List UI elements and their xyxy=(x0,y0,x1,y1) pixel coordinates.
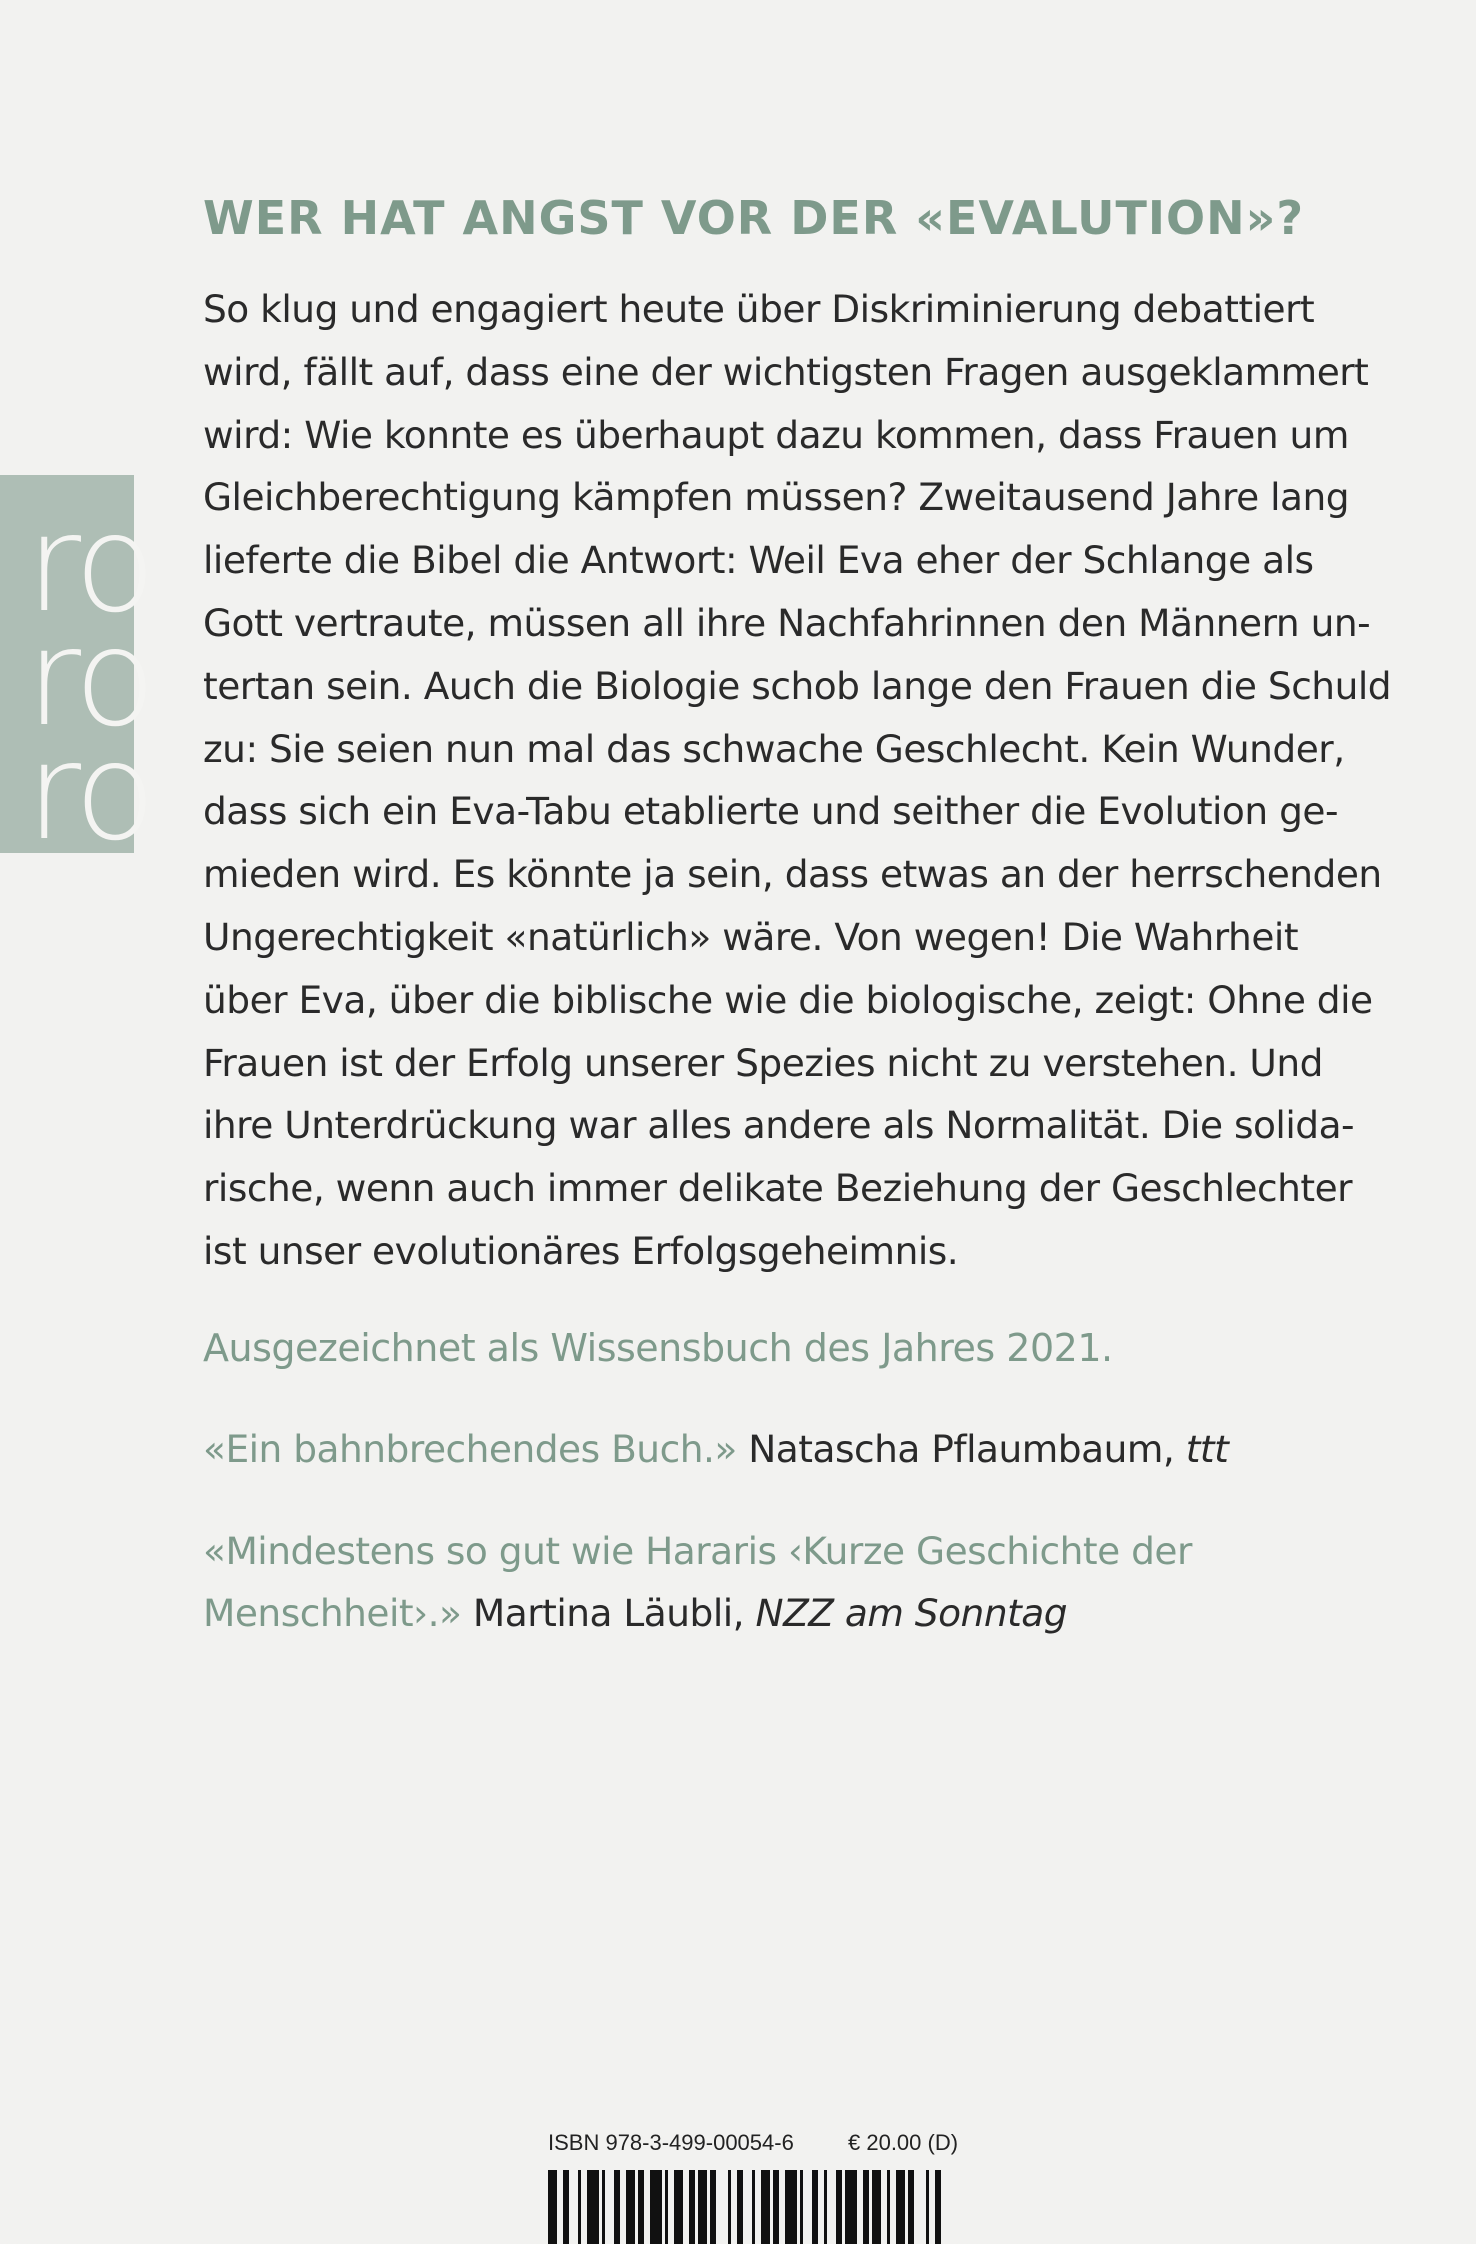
blurb-line: wird, fällt auf, dass eine der wichtigsten Fragen ausgeklammert xyxy=(203,349,1369,394)
barcode-bar xyxy=(614,2170,620,2244)
quote-author: Natascha Pflaumbaum, xyxy=(736,1427,1186,1471)
barcode-bar xyxy=(587,2170,599,2244)
logo-line: ro xyxy=(26,486,153,642)
price-text: € 20.00 (D) xyxy=(848,2130,959,2155)
blurb-line: ihre Unterdrückung war alles andere als Normalität. Die solida- xyxy=(203,1103,1355,1148)
barcode-bar xyxy=(602,2170,605,2244)
barcode-bar xyxy=(689,2170,695,2244)
barcode-bar xyxy=(752,2170,755,2244)
quote-author: Martina Läubli, xyxy=(461,1591,756,1635)
blurb-line: lieferte die Bibel die Antwort: Weil Eva eher der Schlange als xyxy=(203,538,1314,583)
barcode-bar xyxy=(650,2170,662,2244)
quote-publication: NZZ am Sonntag xyxy=(755,1591,1068,1635)
barcode-bar xyxy=(863,2170,869,2244)
barcode-bar xyxy=(812,2170,818,2244)
barcode-bar xyxy=(737,2170,743,2244)
blurb-line: ist unser evolutionäres Erfolgsgeheimnis. xyxy=(203,1228,959,1273)
blurb-line: tertan sein. Auch die Biologie schob lange den Frauen die Schuld xyxy=(203,663,1392,708)
barcode-bar xyxy=(761,2170,770,2244)
blurb-line: mieden wird. Es könnte ja sein, dass etwas an der herrschenden xyxy=(203,852,1382,897)
barcode-bar xyxy=(845,2170,857,2244)
barcode-bar xyxy=(728,2170,731,2244)
isbn-price-row xyxy=(548,2130,968,2156)
barcode-bar xyxy=(674,2170,683,2244)
quote-text: Menschheit›.» xyxy=(203,1591,462,1635)
blurb-line: dass sich ein Eva-Tabu etablierte und seither die Evolution ge- xyxy=(203,789,1338,834)
barcode-bar xyxy=(698,2170,707,2244)
headline: WER HAT ANGST VOR DER «EVALUTION»? xyxy=(203,191,1305,245)
barcode-bar xyxy=(896,2170,905,2244)
barcode-bar xyxy=(665,2170,668,2244)
rororo-logo xyxy=(0,475,153,870)
barcode-bar xyxy=(710,2170,716,2244)
blurb-line: Gott vertraute, müssen all ihre Nachfahrinnen den Männern un- xyxy=(203,600,1371,645)
blurb-line: Gleichberechtigung kämpfen müssen? Zweitausend Jahre lang xyxy=(203,475,1350,520)
barcode-bar xyxy=(563,2170,569,2244)
blurb-line: über Eva, über die biblische wie die biologische, zeigt: Ohne die xyxy=(203,977,1373,1022)
blurb-line: Frauen ist der Erfolg unserer Spezies nicht zu verstehen. Und xyxy=(203,1040,1323,1085)
barcode-bar xyxy=(548,2170,557,2244)
barcode-bar xyxy=(773,2170,779,2244)
quote-text: «Ein bahnbrechendes Buch.» xyxy=(203,1427,737,1471)
blurb-line: rische, wenn auch immer delikate Beziehung der Geschlechter xyxy=(203,1166,1353,1211)
quote-text: «Mindestens so gut wie Hararis ‹Kurze Geschichte der xyxy=(203,1529,1192,1573)
barcode-bar xyxy=(872,2170,881,2244)
barcode-bar xyxy=(824,2170,827,2244)
barcode-bar xyxy=(638,2170,644,2244)
barcode xyxy=(548,2170,972,2244)
blurb-line: Ungerechtigkeit «natürlich» wäre. Von wegen! Die Wahrheit xyxy=(203,914,1299,959)
barcode-bar xyxy=(800,2170,803,2244)
blurb-line: zu: Sie seien nun mal das schwache Geschlecht. Kein Wunder, xyxy=(203,726,1345,771)
barcode-bar xyxy=(578,2170,581,2244)
review-quote-2 xyxy=(203,1520,1192,1644)
blurb-line: So klug und engagiert heute über Diskriminierung debattiert xyxy=(203,287,1315,331)
logo-line: ro xyxy=(26,714,153,870)
blurb-text xyxy=(203,278,1391,1283)
award-line: Ausgezeichnet als Wissensbuch des Jahres 2021. xyxy=(203,1326,1113,1370)
logo-line: ro xyxy=(26,600,153,756)
blurb-line: wird: Wie konnte es überhaupt dazu kommen, dass Frauen um xyxy=(203,412,1349,457)
barcode-bar xyxy=(626,2170,635,2244)
review-quote-1 xyxy=(203,1418,1228,1480)
quote-publication: ttt xyxy=(1185,1427,1229,1471)
barcode-bar xyxy=(926,2170,929,2244)
barcode-bar xyxy=(785,2170,797,2244)
barcode-bar xyxy=(908,2170,914,2244)
isbn-text: ISBN 978-3-499-00054-6 xyxy=(548,2130,794,2155)
barcode-bar xyxy=(836,2170,842,2244)
barcode-bar xyxy=(935,2170,941,2244)
barcode-bar xyxy=(887,2170,890,2244)
